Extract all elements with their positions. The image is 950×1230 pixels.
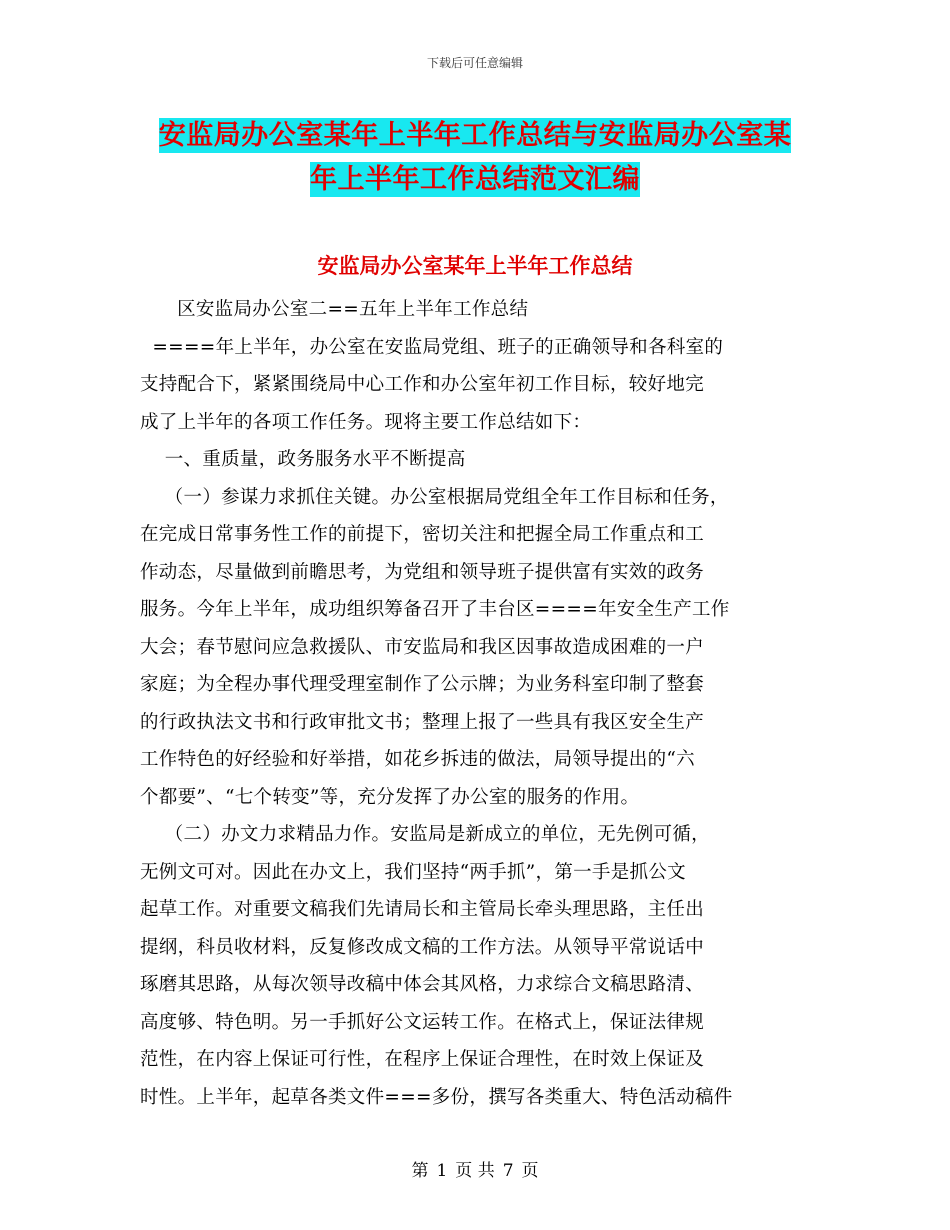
body-line: （二）办文力求精品力作。安监局是新成立的单位，无先例可循， — [140, 824, 710, 845]
body-line: 无例文可对。因此在办文上，我们坚持“两手抓”，第一手是抓公文 — [140, 861, 686, 883]
body-line: 高度够、特色明。另一手抓好公文运转工作。在格式上，保证法律规 — [140, 1011, 705, 1033]
footer-total-pages: 7 — [502, 1161, 514, 1181]
body-line: 家庭；为全程办事代理受理室制作了公示牌；为业务科室印制了整套 — [140, 674, 705, 695]
body-line: 工作特色的好经验和好举措，如花乡拆违的做法，局领导提出的“六 — [140, 749, 695, 770]
header-note: 下载后可任意编辑 — [426, 56, 523, 70]
body-line: （一）参谋力求抓住关键。办公室根据局党组全年工作目标和任务， — [140, 486, 729, 508]
body-text — [140, 291, 820, 1116]
body-line: 琢磨其思路，从每次领导改稿中体会其风格，力求综合文稿思路清、 — [140, 974, 705, 995]
footer-suffix: 页 — [521, 1161, 539, 1181]
body-line: 起草工作。对重要文稿我们先请局长和主管局长牵头理思路，主任出 — [140, 899, 705, 920]
body-line: 大会；春节慰问应急救援队、市安监局和我区因事故造成困难的一户 — [140, 636, 705, 658]
body-line: ====年上半年，办公室在安监局党组、班子的正确领导和各科室的 — [140, 336, 724, 358]
footer-prefix: 第 — [411, 1161, 429, 1181]
footer-current-page: 1 — [436, 1161, 448, 1181]
page-footer — [0, 1156, 950, 1181]
title-highlight-2: 年上半年工作总结范文汇编 — [310, 164, 640, 195]
title-highlight-1: 安监局办公室某年上半年工作总结与安监局办公室某 — [158, 120, 792, 151]
document-title-line-1 — [0, 113, 950, 152]
body-line: 范性，在内容上保证可行性，在程序上保证合理性，在时效上保证及 — [140, 1049, 705, 1070]
body-line: 一、重质量，政务服务水平不断提高 — [140, 449, 466, 470]
section-title: 安监局办公室某年上半年工作总结 — [317, 254, 633, 278]
body-line: 作动态，尽量做到前瞻思考，为党组和领导班子提供富有实效的政务 — [140, 561, 705, 583]
body-line: 在完成日常事务性工作的前提下，密切关注和把握全局工作重点和工 — [140, 524, 705, 545]
body-line: 的行政执法文书和行政审批文书；整理上报了一些具有我区安全生产 — [140, 711, 705, 733]
body-line: 成了上半年的各项工作任务。现将主要工作总结如下： — [140, 411, 592, 433]
body-line: 个都要”、“七个转变”等，充分发挥了办公室的服务的作用。 — [140, 786, 640, 808]
body-line: 区安监局办公室二==五年上半年工作总结 — [140, 299, 529, 320]
document-title-line-2 — [0, 157, 950, 196]
body-line: 服务。今年上半年，成功组织筹备召开了丰台区====年安全生产工作 — [140, 599, 730, 620]
footer-middle: 页 共 — [455, 1161, 495, 1181]
body-line: 时性。上半年，起草各类文件===多份，撰写各类重大、特色活动稿件 — [140, 1086, 733, 1108]
body-line: 支持配合下，紧紧围绕局中心工作和办公室年初工作目标，较好地完 — [140, 374, 705, 395]
body-line: 提纲，科员收材料，反复修改成文稿的工作方法。从领导平常说话中 — [140, 936, 705, 958]
